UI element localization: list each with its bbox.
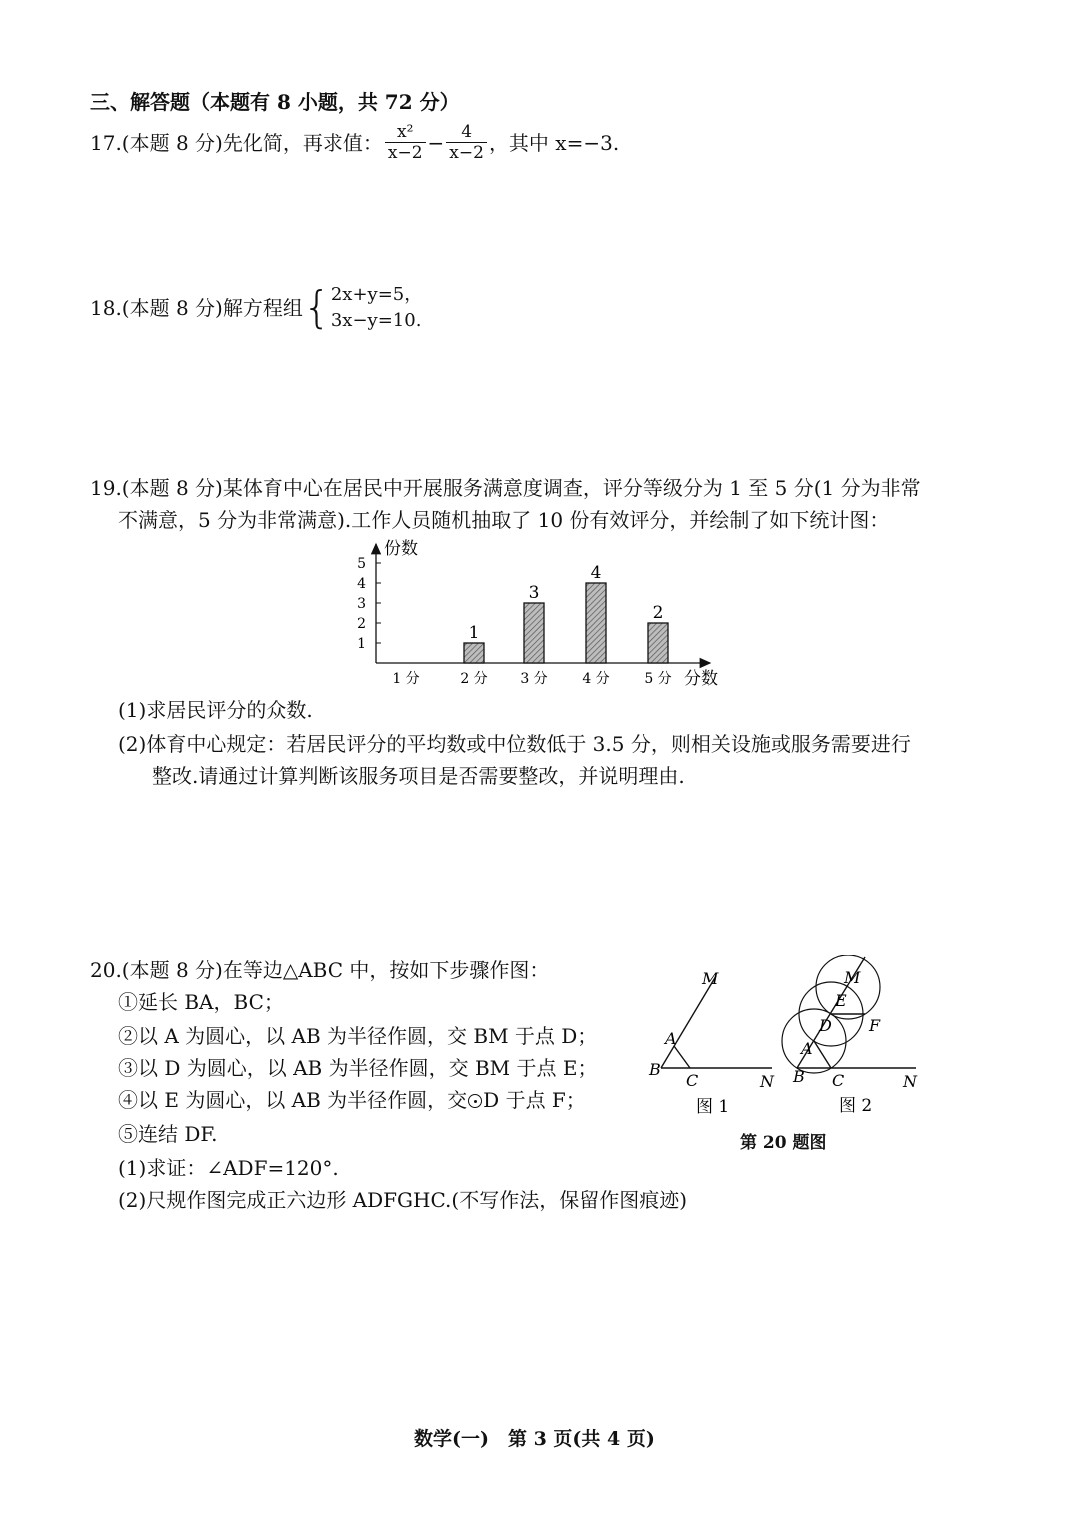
x-category-label: 5 分	[644, 671, 672, 687]
q20-step-5: ⑤连结 DF.	[118, 1122, 218, 1146]
x-category-label: 2 分	[460, 671, 488, 687]
fig1-caption: 图 1	[696, 1097, 730, 1117]
figure-1	[640, 960, 790, 1120]
fig2-label-f: F	[869, 1016, 881, 1035]
q18-equation-2: 3x−y=10.	[330, 310, 422, 331]
fig2-label-n: N	[903, 1072, 917, 1091]
y-tick-label: 1	[357, 636, 366, 652]
fig1-label-b: B	[649, 1060, 661, 1079]
figure-title: 第 20 题图	[740, 1133, 827, 1153]
q20-sub-2: (2)尺规作图完成正六边形 ADFGHC.(不写作法，保留作图痕迹)	[118, 1188, 688, 1212]
q19-line-1: 19.(本题 8 分)某体育中心在居民中开展服务满意度调查，评分等级分为 1 至 5 分(1 分为非常	[90, 476, 921, 500]
y-tick-label: 3	[357, 596, 366, 612]
q17-minus: −	[427, 130, 445, 155]
bar	[464, 643, 484, 663]
fig1-label-c: C	[686, 1071, 699, 1090]
fig2-caption: 图 2	[839, 1096, 873, 1116]
x-category-label: 4 分	[582, 671, 610, 687]
fig1-label-a: A	[665, 1029, 677, 1048]
q18-equation-system	[331, 282, 422, 334]
q17-fraction-1	[385, 122, 426, 163]
q19-sub-2-line-1: (2)体育中心规定：若居民评分的平均数或中位数低于 3.5 分，则相关设施或服务需要进行	[118, 732, 911, 756]
q17-frac1-denominator: x−2	[387, 143, 423, 163]
q20-step-2: ②以 A 为圆心，以 AB 为半径作圆，交 BM 于点 D；	[118, 1024, 598, 1048]
q20-step-4	[118, 1086, 586, 1114]
fig2-label-e: E	[835, 991, 847, 1010]
bar	[524, 603, 544, 663]
q17-fraction-2	[446, 122, 487, 163]
q18-prefix: 18.(本题 8 分)解方程组	[90, 296, 303, 320]
q20-sub-1: (1)求证：∠ADF=120°.	[118, 1156, 339, 1180]
fig2-label-d: D	[819, 1016, 832, 1035]
q20-step-4-text-a: ④以 E 为圆心，以 AB 为半径作圆，交	[118, 1088, 468, 1112]
q20-step-3: ③以 D 为圆心，以 AB 为半径作圆，交 BM 于点 E；	[118, 1056, 598, 1080]
y-axis-label: 份数	[384, 539, 418, 559]
bar-data-label: 3	[528, 583, 540, 603]
q17-prefix: 17.(本题 8 分)先化简，再求值：	[90, 130, 383, 155]
section-title: 三、解答题（本题有 8 小题，共 72 分）	[90, 90, 460, 114]
figure-2	[780, 955, 930, 1120]
q17-frac2-numerator: 4	[446, 122, 487, 143]
y-tick-label: 5	[357, 556, 366, 572]
question-17	[90, 122, 619, 163]
x-axis-label: 分数	[684, 669, 718, 689]
score-bar-chart	[340, 532, 740, 692]
fig1-ray-bm	[661, 976, 716, 1068]
q17-suffix: ，其中 x=−3.	[488, 130, 620, 155]
q20-line-1: 20.(本题 8 分)在等边△ABC 中，按如下步骤作图：	[90, 958, 550, 982]
q20-step-4-text-b: D 于点 F；	[483, 1088, 586, 1112]
q20-step-1: ①延长 BA，BC；	[118, 990, 284, 1014]
q19-line-2: 不满意，5 分为非常满意).工作人员随机抽取了 10 份有效评分，并绘制了如下统计图：	[118, 508, 890, 532]
x-category-label: 3 分	[520, 671, 548, 687]
question-18	[90, 282, 422, 334]
q18-equation-1: 2x+y=5，	[330, 284, 423, 305]
bar-data-label: 1	[468, 623, 480, 643]
q19-sub-2-line-2: 整改.请通过计算判断该服务项目是否需要整改，并说明理由.	[152, 764, 685, 788]
fig1-segment-ac	[674, 1046, 690, 1068]
q19-sub-1: (1)求居民评分的众数.	[118, 698, 313, 722]
fig1-label-m: M	[702, 969, 719, 988]
circle-dot-icon	[468, 1094, 482, 1108]
x-category-label: 1 分	[392, 671, 420, 687]
bar-data-label: 4	[590, 563, 602, 583]
y-tick-label: 2	[357, 616, 366, 632]
fig1-label-n: N	[760, 1072, 774, 1091]
y-tick-label: 4	[357, 576, 366, 592]
page-footer: 数学(一) 第 3 页(共 4 页)	[414, 1428, 655, 1450]
q17-frac1-numerator: x²	[385, 122, 426, 143]
fig2-label-c: C	[832, 1071, 845, 1090]
q17-frac2-denominator: x−2	[449, 143, 484, 163]
fig2-label-b: B	[793, 1067, 805, 1086]
system-brace-icon: {	[302, 282, 331, 333]
bar-data-label: 2	[652, 603, 664, 623]
fig2-label-m: M	[844, 968, 861, 987]
fig2-label-a: A	[801, 1039, 813, 1058]
bar	[586, 583, 606, 663]
bar	[648, 623, 668, 663]
